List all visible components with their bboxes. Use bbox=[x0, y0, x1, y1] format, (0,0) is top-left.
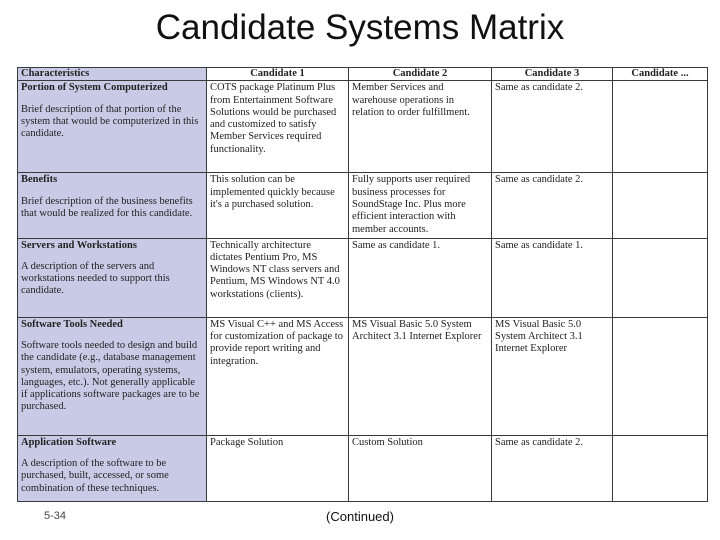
characteristic-description: Brief description of that portion of the system that would be computerized in this candidate. bbox=[21, 103, 199, 140]
candidate-3-cell: Same as candidate 2. bbox=[492, 173, 613, 238]
characteristic-title: Software Tools Needed bbox=[21, 318, 123, 330]
candidate-3-cell: Same as candidate 2. bbox=[492, 435, 613, 501]
candidate-1-cell: Technically architecture dictates Pentium Pro, MS Windows NT class servers and Pentium, MS Windows NT 4.0 workstations (clients). bbox=[207, 238, 349, 317]
header-characteristics: Characteristics bbox=[18, 68, 207, 81]
characteristic-cell bbox=[18, 81, 207, 173]
characteristic-title: Servers and Workstations bbox=[21, 239, 137, 251]
candidate-3-cell: MS Visual Basic 5.0 System Architect 3.1 Internet Explorer bbox=[492, 317, 613, 435]
characteristic-cell bbox=[18, 435, 207, 501]
candidate-2-cell: Member Services and warehouse operations in relation to order fulfillment. bbox=[349, 81, 492, 173]
slide-title: Candidate Systems Matrix bbox=[155, 8, 565, 47]
header-row bbox=[18, 68, 708, 81]
characteristic-description: Brief description of the business benefits that would be realized for this candidate. bbox=[21, 195, 193, 219]
continued-note: (Continued) bbox=[326, 509, 394, 524]
candidate-more-cell bbox=[613, 317, 708, 435]
characteristic-cell bbox=[18, 317, 207, 435]
candidate-2-cell: Fully supports user required business processes for SoundStage Inc. Plus more efficient interaction with member accounts. bbox=[349, 173, 492, 238]
header-candidate-2: Candidate 2 bbox=[349, 68, 492, 81]
candidate-3-cell: Same as candidate 2. bbox=[492, 81, 613, 173]
header-candidate-more: Candidate ... bbox=[613, 68, 708, 81]
candidate-2-cell: Same as candidate 1. bbox=[349, 238, 492, 317]
candidate-2-cell: MS Visual Basic 5.0 System Architect 3.1 Internet Explorer bbox=[349, 317, 492, 435]
candidate-1-cell: Package Solution bbox=[207, 435, 349, 501]
candidate-2-cell: Custom Solution bbox=[349, 435, 492, 501]
table-row bbox=[18, 173, 708, 238]
candidate-1-cell: This solution can be implemented quickly because it's a purchased solution. bbox=[207, 173, 349, 238]
candidate-more-cell bbox=[613, 173, 708, 238]
candidate-more-cell bbox=[613, 238, 708, 317]
table-row bbox=[18, 238, 708, 317]
header-candidate-3: Candidate 3 bbox=[492, 68, 613, 81]
characteristic-description: Software tools needed to design and build the candidate (e.g., database management system, emulators, operating systems, languages, etc.). Not generally applicable if applications software packages are to be purchased. bbox=[21, 339, 200, 413]
candidate-more-cell bbox=[613, 435, 708, 501]
candidate-systems-matrix bbox=[17, 67, 708, 502]
candidate-3-cell: Same as candidate 1. bbox=[492, 238, 613, 317]
table-row bbox=[18, 435, 708, 501]
characteristic-title: Application Software bbox=[21, 436, 117, 448]
characteristic-title: Portion of System Computerized bbox=[21, 82, 168, 94]
page-number: 5-34 bbox=[44, 510, 67, 522]
table-row bbox=[18, 317, 708, 435]
characteristic-title: Benefits bbox=[21, 174, 58, 186]
characteristic-description: A description of the software to be purchased, built, accessed, or some combination of these techniques. bbox=[21, 458, 169, 494]
table-row bbox=[18, 81, 708, 173]
header-candidate-1: Candidate 1 bbox=[207, 68, 349, 81]
characteristic-cell bbox=[18, 173, 207, 238]
characteristic-description: A description of the servers and workstations needed to support this candidate. bbox=[21, 260, 170, 297]
candidate-1-cell: MS Visual C++ and MS Access for customization of package to provide report writing and integration. bbox=[207, 317, 349, 435]
candidate-more-cell bbox=[613, 81, 708, 173]
characteristic-cell bbox=[18, 238, 207, 317]
candidate-1-cell: COTS package Platinum Plus from Entertainment Software Solutions would be purchased and customized to satisfy Member Services required functionality. bbox=[207, 81, 349, 173]
